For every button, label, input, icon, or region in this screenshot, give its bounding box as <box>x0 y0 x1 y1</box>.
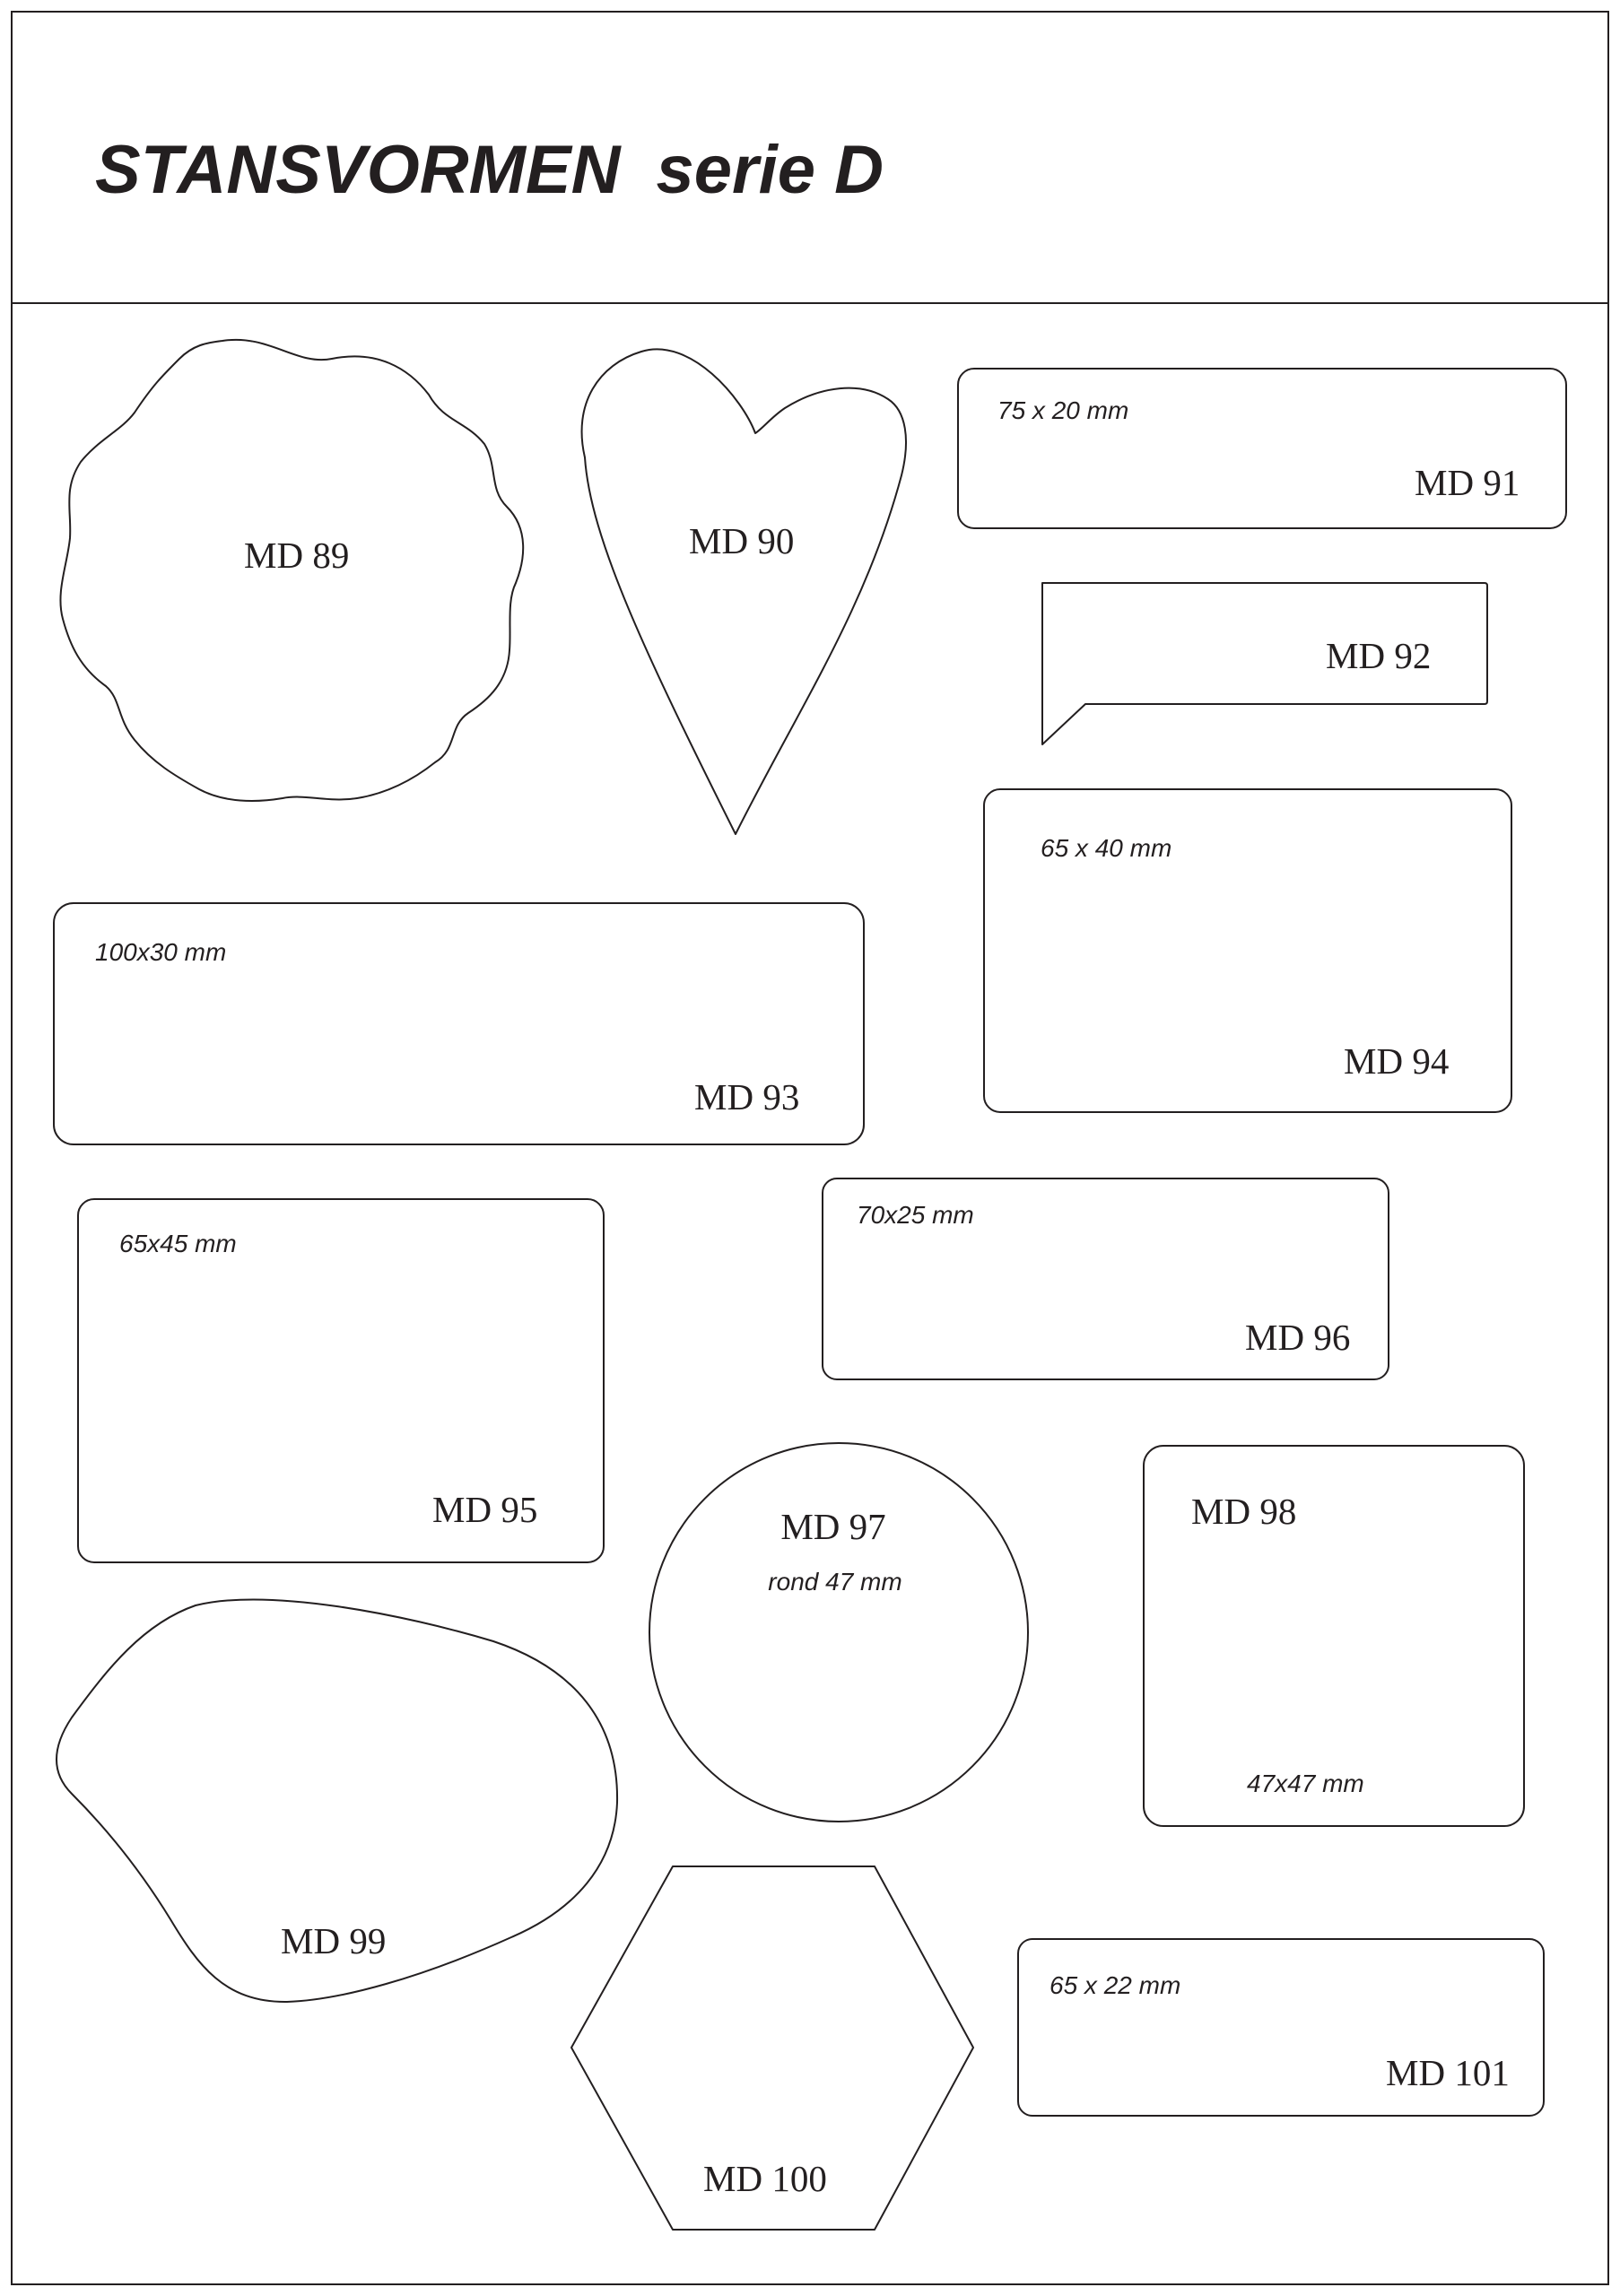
md89-code: MD 89 <box>244 535 350 576</box>
md93-size: 100x30 mm <box>95 938 227 966</box>
md97-size: rond 47 mm <box>768 1568 902 1596</box>
die-shape-md101 <box>1018 1939 1544 2116</box>
md101-size: 65 x 22 mm <box>1050 1971 1181 1999</box>
md101-code: MD 101 <box>1386 2052 1510 2093</box>
die-shape-md90 <box>582 349 906 834</box>
md91-size: 75 x 20 mm <box>997 396 1129 424</box>
die-shape-md95 <box>78 1199 604 1562</box>
md96-size: 70x25 mm <box>857 1201 974 1229</box>
die-shape-md99 <box>57 1600 617 2002</box>
title-main: STANSVORMEN <box>95 132 621 208</box>
md98-size: 47x47 mm <box>1247 1770 1364 1797</box>
page-border <box>12 12 1608 2284</box>
die-shape-md97 <box>649 1443 1028 1822</box>
md90-code: MD 90 <box>689 520 795 561</box>
md91-outline <box>958 369 1566 528</box>
die-shape-md89 <box>60 340 523 801</box>
md94-size: 65 x 40 mm <box>1041 834 1172 862</box>
md98-code: MD 98 <box>1191 1491 1297 1532</box>
md100-code: MD 100 <box>703 2158 827 2199</box>
md93-code: MD 93 <box>694 1076 800 1118</box>
die-shape-md92 <box>1042 583 1487 744</box>
md95-size: 65x45 mm <box>119 1230 237 1257</box>
md97-code: MD 97 <box>780 1506 886 1547</box>
md99-code: MD 99 <box>281 1920 387 1961</box>
page-title <box>95 132 884 208</box>
md91-code: MD 91 <box>1415 462 1520 503</box>
die-shape-md98 <box>1144 1446 1524 1826</box>
die-shape-md96 <box>823 1178 1389 1379</box>
md96-code: MD 96 <box>1245 1317 1351 1358</box>
die-shape-md93 <box>54 903 864 1144</box>
title-sub: serie D <box>656 132 884 208</box>
md95-code: MD 95 <box>432 1489 538 1530</box>
md94-code: MD 94 <box>1344 1040 1450 1082</box>
die-shape-md100 <box>571 1866 973 2230</box>
md92-code: MD 92 <box>1326 635 1432 676</box>
md90-outline <box>582 349 906 834</box>
die-shape-md94 <box>984 789 1511 1112</box>
md97-outline <box>649 1443 1028 1822</box>
die-shape-md91 <box>958 369 1566 528</box>
